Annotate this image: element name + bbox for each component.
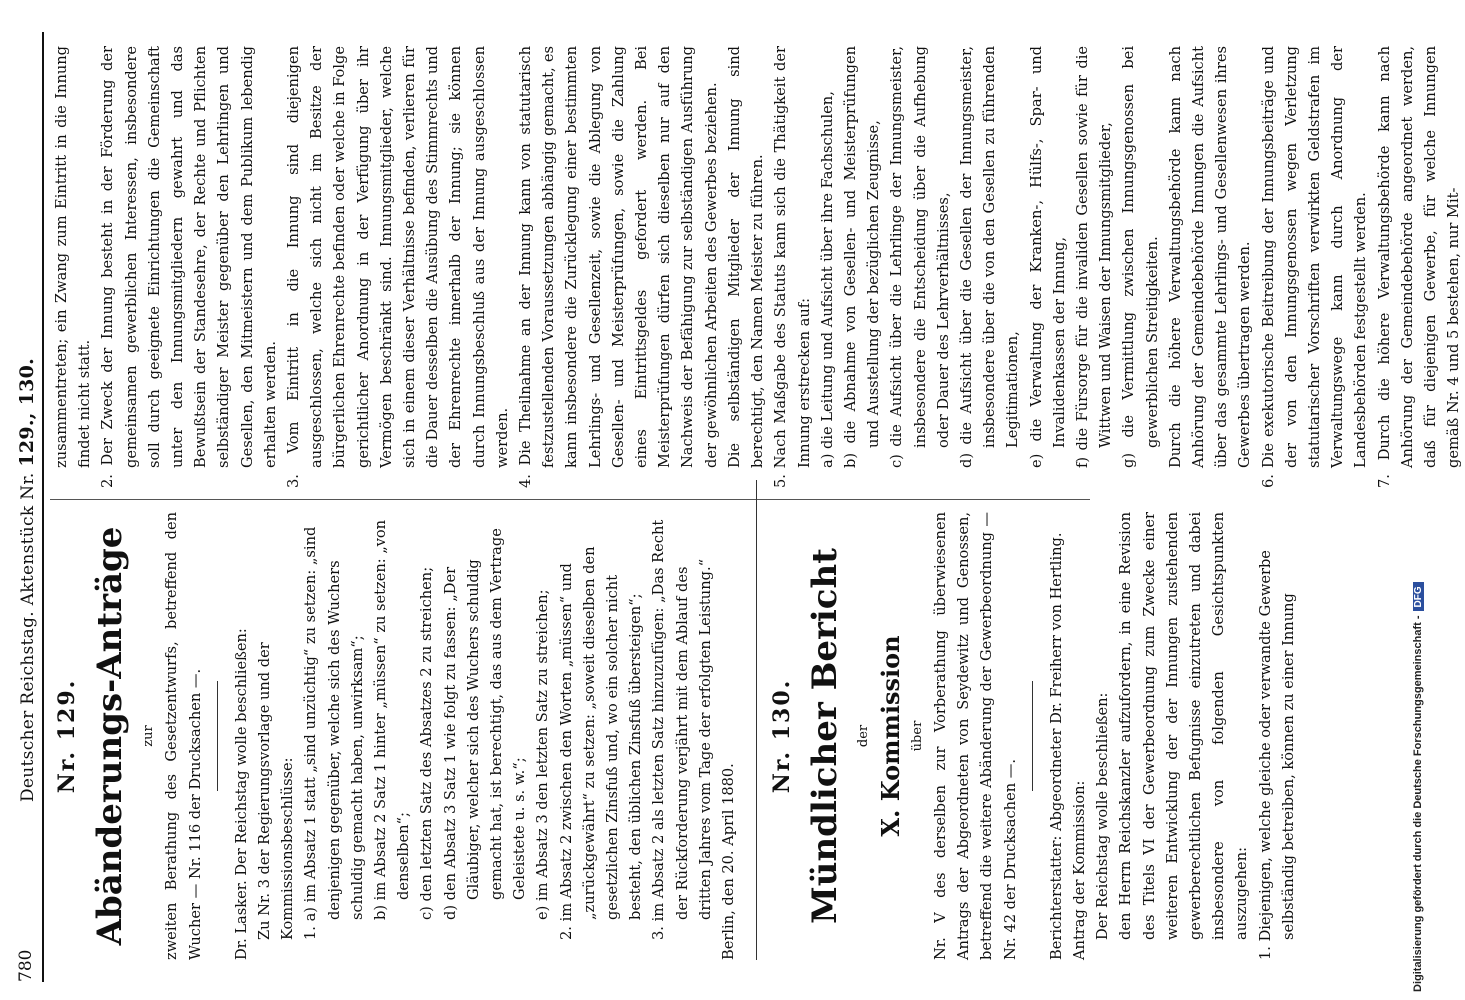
nr129-heading: Nr. 129. bbox=[54, 678, 80, 794]
zu-line: Zu Nr. 3 der Regierungsvorlage und der Kommissionsbeschlüsse: bbox=[256, 642, 297, 940]
body-text: den Herrn Reichskanzler aufzufordern, in eine Revision des Titels VI der Gewerbeordnung zum Zwecke einer weiteren Entwicklung der der Innungen zustehenden gewerberechtlichen Befugnisse einzutreten und dabei insbesondere von folgenden Gesichtspunkten auszugehen: bbox=[1117, 512, 1251, 940]
title130: Mündlicher Bericht bbox=[805, 548, 846, 924]
item-1d: d) den Absatz 3 Satz 1 wie folgt zu fassen: „Der Gläubiger, welcher sich des Wuchers schuldig gemacht hat, ist berechtigt, das aus dem Vertrage Geleistete u. s. w.“; bbox=[441, 528, 529, 920]
header-numbers: 129., 130. bbox=[16, 357, 38, 467]
point-5b: b) die Abnahme von Gesellen- und Meisterprüfungen und Ausstellung der bezüglichen Zeugnisse, bbox=[841, 46, 883, 468]
item-1a: 1. a) im Absatz 1 statt „sind unzüchtig“ zu setzen: „sind denjenigen gegenüber, welche sich des Wuchers schuldig gemacht haben, unwirksam“; bbox=[302, 526, 366, 940]
point-5c: c) die Aufsicht über die Lehrlinge der Innungsmeister, insbesondere die Entscheidung über die Aufhebung oder Dauer des Lehrverhältnisses, bbox=[888, 46, 952, 468]
item-3: 3. im Absatz 2 als letzten Satz hinzuzufügen: „Das Recht der Rückforderung verjährt mit dem Ablauf des dritten Jahres vom Tage der erfolgten Leistung.“ bbox=[650, 519, 714, 940]
point-5e: e) die Verwaltung der Kranken-, Hülfs-, Spar- und Invalidenkassen der Innung, bbox=[1027, 46, 1068, 468]
nr130-heading: Nr. 130. bbox=[769, 678, 796, 794]
right-column bbox=[50, 46, 1465, 488]
date-line: Berlin, den 20. April 1880. bbox=[720, 763, 738, 960]
point-5h: Durch die höhere Verwaltungsbehörde kann nach Anhörung der Gemeindebehörde Innungen die Aufsicht über das gesammte Lehrlings- und Gesellenwesen ihres Gewerbes übertragen werden. bbox=[1166, 46, 1254, 468]
item-2: 2. im Absatz 2 zwischen den Worten „müssen“ und „zurückgewährt“ zu setzen: „soweit dieselben den gesetzlichen Zinsfuß und, wo ein solcher nicht besteht, den üblichen Zinsfuß übersteigen“; bbox=[557, 546, 645, 940]
point-5g: g) die Vermittlung zwischen Innungsgenossen bei gewerblichen Streitigkeiten. bbox=[1120, 46, 1161, 468]
separator bbox=[1032, 681, 1033, 791]
berichterstatter: Berichterstatter: Abgeordneter Dr. Freiherr von Hertling. bbox=[1047, 532, 1065, 960]
zur-word: zur bbox=[141, 725, 157, 747]
digitization-sidebar bbox=[1412, 12, 1428, 992]
point-4: 4. Die Theilnahme an der Innung kann von statutarisch festzustellenden Voraussetzungen abhängig gemacht, es kann insbesondere die Zurücklegung einer bestimmten Lehrlings- und Gesellenzeit, sowie die Ablegung von Gesellen- und Meisterprüfungen, sowie die Zahlung eines Eintrittsgeldes gefordert werden. Bei Meisterprüfungen dürfen sich dieselben nur auf den Nachweis der Befähigung zur selbständigen Ausführung der gewöhnlichen Arbeiten des Gewerbes beziehen. bbox=[517, 46, 720, 488]
header-center: Deutscher Reichstag. Aktenstück Nr. bbox=[18, 472, 38, 802]
sidebar-text: Digitalisierung gefördert durch die Deutsche Forschungsgemeinschaft - bbox=[1412, 615, 1424, 992]
antrag-line: Antrag der Kommission: bbox=[1070, 780, 1088, 960]
section-rule bbox=[756, 480, 757, 960]
point-2: 2. Der Zweck der Innung besteht in der Förderung der gemeinsamen gewerblichen Interessen, insbesondere soll durch geeignete Einrichtungen die Gemeinschaft unter den Innungsmitgliedern gewahrt und das Bewußtsein der Standesehre, der Rechte und Pflichten selbständiger Meister gegenüber den Lehrlingen und Gesellen, den Mitmeistern und dem Publikum lebendig erhalten werden. bbox=[99, 46, 279, 488]
point-5: 5. Nach Maßgabe des Statuts kann sich die Thätigkeit der Innung erstrecken auf: bbox=[772, 46, 813, 488]
point-4b: Die selbständigen Mitglieder der Innung sind berechtigt, den Namen Meister zu führen. bbox=[725, 46, 767, 468]
column-divider bbox=[50, 499, 1090, 500]
title129: Abänderungs-Anträge bbox=[90, 526, 131, 946]
point-5a: a) die Leitung und Aufsicht über ihre Fachschulen, bbox=[818, 91, 836, 468]
reichstag-line: Der Reichstag wolle beschließen: bbox=[1094, 692, 1112, 940]
point-1: 1. Diejenigen, welche gleiche oder verwandte Gewerbe selbständig betreiben, können zu einer Innung bbox=[1256, 550, 1297, 960]
left-column bbox=[50, 512, 1300, 960]
point-1-cont: zusammentreten; ein Zwang zum Eintritt in die Innung findet nicht statt. bbox=[53, 46, 94, 468]
point-7: 7. Durch die höhere Verwaltungsbehörde kann nach Anhörung der Gemeindebehörde angeordnet werden, daß für diejenigen Gewerbe, für welche Innungen gemäß Nr. 4 und 5 bestehen, nur Mit- bbox=[1375, 46, 1463, 488]
kommission: X. Kommission bbox=[875, 635, 905, 837]
item-1b: b) im Absatz 2 Satz 1 hinter „müssen“ zu setzen: „von denselben“; bbox=[372, 519, 413, 920]
subtitle130: Nr. V des derselben zur Vorberathung überwiesenen Antrags der Abgeordneten von Seydewitz und Genossen, betreffend die weitere Abänderung der Gewerbeordnung — Nr. 42 der Drucksachen —. bbox=[931, 512, 1019, 960]
header-title bbox=[16, 358, 38, 802]
ueber-word: über bbox=[909, 720, 925, 752]
item-1e: e) im Absatz 3 den letzten Satz zu streichen; bbox=[534, 589, 552, 920]
der-word: der bbox=[856, 724, 872, 748]
page-number: 780 bbox=[16, 949, 36, 982]
lasker-line: Dr. Lasker. Der Reichstag wolle beschließen: bbox=[232, 628, 250, 960]
dfg-logo: DFG bbox=[1413, 582, 1424, 611]
point-3: 3. Vom Eintritt in die Innung sind diejenigen ausgeschlossen, welche sich nicht im Besitze der bürgerlichen Ehrenrechte befinden oder welche in Folge gerichtlicher Anordnung in der Verfügung über ihr Vermögen beschränkt sind. Innungsmitglieder, welche sich in einem dieser Verhältnisse befinden, verlieren für die Dauer desselben die Ausübung des Stimmrechts und der Ehrenrechte innerhalb der Innung; sie können durch Innungsbeschluß aus der Innung ausgeschlossen werden. bbox=[285, 46, 511, 488]
page-header bbox=[16, 32, 42, 982]
point-6: 6. Die exekutorische Beitreibung der Innungsbeiträge und der von den Innungsgenossen wegen Verletzung statutarischer Vorschriften verwirkten Geldstrafen im Verwaltungswege kann durch Anordnung der Landesbehörden festgestellt werden. bbox=[1259, 46, 1370, 488]
point-5d: d) die Aufsicht über die Gesellen der Innungsmeister, insbesondere über die von den Gesellen zu führenden Legitimationen, bbox=[957, 46, 1022, 468]
header-rule bbox=[42, 32, 44, 982]
separator bbox=[217, 681, 218, 791]
point-5f: f) die Fürsorge für die invaliden Gesellen sowie für die Wittwen und Waisen der Innungsmitglieder, bbox=[1073, 46, 1115, 468]
subtitle129: zweiten Berathung des Gesetzentwurfs, betreffend den Wucher — Nr. 116 der Drucksachen —. bbox=[163, 512, 204, 960]
item-1c: c) den letzten Satz des Absatzes 2 zu streichen; bbox=[418, 566, 436, 920]
